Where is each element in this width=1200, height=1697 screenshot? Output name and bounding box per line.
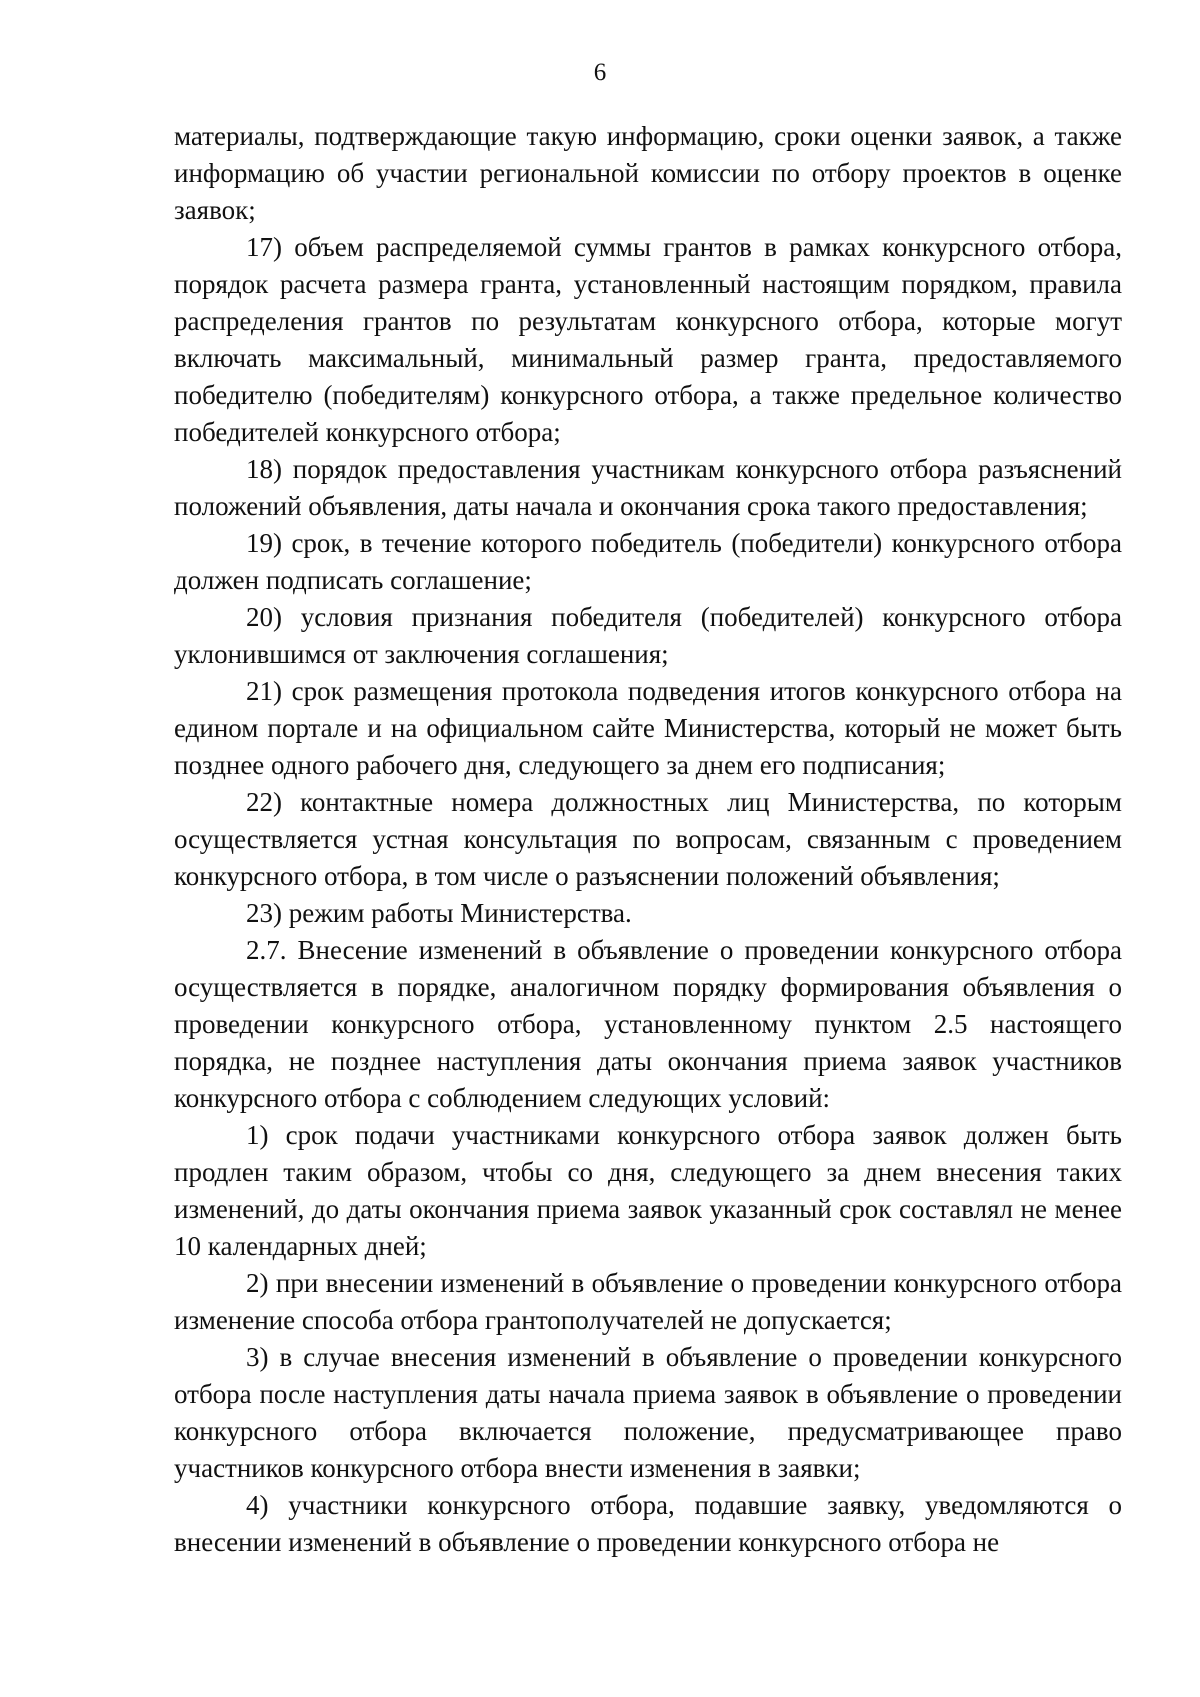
paragraph-item-19: 19) срок, в течение которого победитель (победители) конкурсного отбора должен подписать соглашение; xyxy=(174,528,1122,595)
paragraph-condition-3: 3) в случае внесения изменений в объявление о проведении конкурсного отбора после наступления даты начала приема заявок в объявление о проведении конкурсного отбора включается положение, предусматривающее право участников конкурсного отбора внести изменения в заявки; xyxy=(174,1342,1122,1483)
paragraph-section-2-7: 2.7. Внесение изменений в объявление о проведении конкурсного отбора осуществляется в порядке, аналогичном порядку формирования объявления о проведении конкурсного отбора, установленному пунктом 2.5 настоящего порядка, не позднее наступления даты окончания приема заявок участников конкурсного отбора с соблюдением следующих условий: xyxy=(174,935,1122,1113)
paragraph-item-18: 18) порядок предоставления участникам конкурсного отбора разъяснений положений объявления, даты начала и окончания срока такого предоставления; xyxy=(174,454,1122,521)
paragraph-item-21: 21) срок размещения протокола подведения итогов конкурсного отбора на едином портале и на официальном сайте Министерства, который не может быть позднее одного рабочего дня, следующего за днем его подписания; xyxy=(174,676,1122,780)
paragraph-condition-2: 2) при внесении изменений в объявление о проведении конкурсного отбора изменение способа отбора грантополучателей не допускается; xyxy=(174,1268,1122,1335)
paragraph-item-20: 20) условия признания победителя (победителей) конкурсного отбора уклонившимся от заключения соглашения; xyxy=(174,602,1122,669)
paragraph-condition-1: 1) срок подачи участниками конкурсного отбора заявок должен быть продлен таким образом, чтобы со дня, следующего за днем внесения таких изменений, до даты окончания приема заявок указанный срок составлял не менее 10 календарных дней; xyxy=(174,1120,1122,1261)
page-number: 6 xyxy=(593,59,607,86)
paragraph-item-23: 23) режим работы Министерства. xyxy=(246,898,632,928)
paragraph-item-22: 22) контактные номера должностных лиц Министерства, по которым осуществляется устная консультация по вопросам, связанным с проведением конкурсного отбора, в том числе о разъяснении положений объявления; xyxy=(174,787,1122,891)
paragraph-item-17: 17) объем распределяемой суммы грантов в рамках конкурсного отбора, порядок расчета размера гранта, установленный настоящим порядком, правила распределения грантов по результатам конкурсного отбора, которые могут включать максимальный, минимальный размер гранта, предоставляемого победителю (победителям) конкурсного отбора, а также предельное количество победителей конкурсного отбора; xyxy=(174,232,1122,447)
document-body xyxy=(174,118,1122,1561)
paragraph-condition-4: 4) участники конкурсного отбора, подавшие заявку, уведомляются о внесении изменений в объявление о проведении конкурсного отбора не xyxy=(174,1490,1122,1557)
paragraph-continuation: материалы, подтверждающие такую информацию, сроки оценки заявок, а также информацию об участии региональной комиссии по отбору проектов в оценке заявок; xyxy=(174,121,1122,225)
